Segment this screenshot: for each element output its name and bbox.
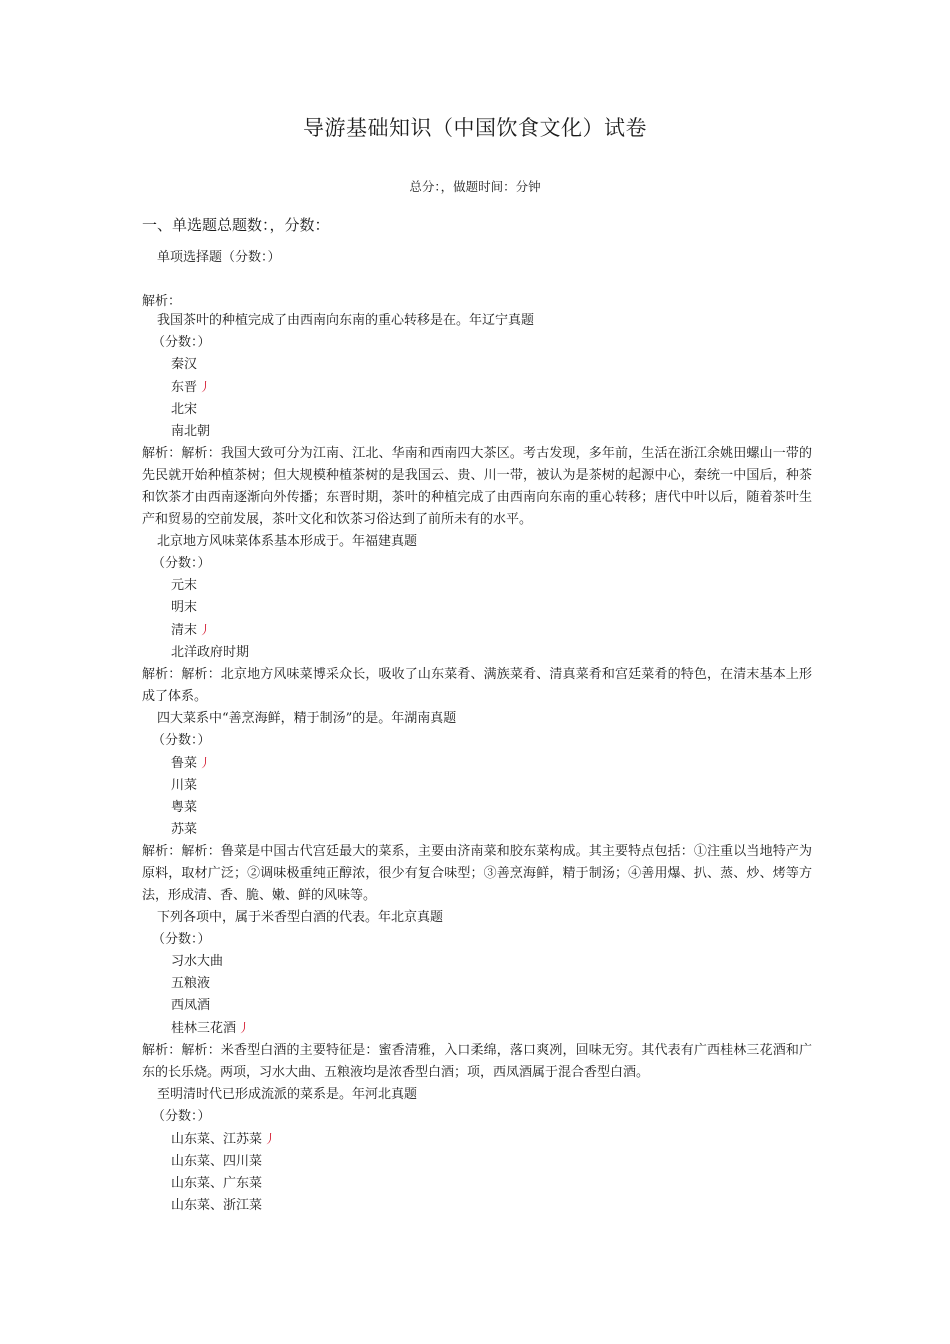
answer-option <box>142 973 812 995</box>
option-text: 山东菜、四川菜 <box>171 1154 263 1169</box>
answer-option <box>142 354 812 376</box>
option-text: 山东菜、浙江菜 <box>171 1198 263 1213</box>
option-text: 西凤酒 <box>171 998 211 1013</box>
option-text: 桂林三花酒 <box>171 1021 237 1036</box>
correct-mark-icon: 丿 <box>199 756 212 770</box>
answer-option <box>142 597 812 619</box>
option-text: 南北朝 <box>171 424 211 439</box>
question-score: （分数：） <box>152 932 211 947</box>
question-score: （分数：） <box>152 733 211 748</box>
question-stem: 四大菜系中“善烹海鲜，精于制汤”的是。年湖南真题 <box>157 711 457 726</box>
option-text: 五粮液 <box>171 976 211 991</box>
answer-option <box>142 642 812 664</box>
answer-option <box>142 575 812 597</box>
answer-option <box>142 1017 812 1040</box>
question-score: （分数：） <box>152 335 211 350</box>
answer-option <box>142 1128 812 1151</box>
question-list <box>142 310 812 1217</box>
answer-option <box>142 951 812 973</box>
option-text: 秦汉 <box>171 357 198 372</box>
option-text: 清末 <box>171 623 198 638</box>
answer-option <box>142 619 812 642</box>
option-text: 元末 <box>171 578 198 593</box>
answer-option <box>142 819 812 841</box>
section-subheading: 单项选择题（分数：） <box>157 250 281 265</box>
option-text: 川菜 <box>171 778 198 793</box>
option-text: 习水大曲 <box>171 954 224 969</box>
answer-option <box>142 421 812 443</box>
option-text: 明末 <box>171 600 198 615</box>
answer-option <box>142 376 812 399</box>
question-analysis: 解析：解析：米香型白酒的主要特征是：蜜香清雅，入口柔绵，落口爽冽，回味无穷。其代表有广西桂林三花酒和广东的长乐烧。两项，习水大曲、五粮液均是浓香型白酒；项，西凤酒属于混合香型白酒。 <box>142 1043 812 1080</box>
answer-option <box>142 1151 812 1173</box>
question-block <box>142 708 812 907</box>
answer-option <box>142 775 812 797</box>
answer-option <box>142 399 812 421</box>
option-text: 粤菜 <box>171 800 198 815</box>
exam-title: 导游基础知识（中国饮食文化）试卷 <box>303 116 647 140</box>
question-analysis: 解析：解析：鲁菜是中国古代宫廷最大的菜系，主要由济南菜和胶东菜构成。其主要特点包括：①注重以当地特产为原料，取材广泛；②调味极重纯正醇浓，很少有复合味型；③善烹海鲜，精于制汤；④善用爆、扒、蒸、炒、烤等方法，形成清、香、脆、嫩、鲜的风味等。 <box>142 844 812 903</box>
correct-mark-icon: 丿 <box>199 623 212 637</box>
section-analysis-label: 解析： <box>142 294 182 309</box>
question-analysis: 解析：解析：北京地方风味菜博采众长，吸收了山东菜肴、满族菜肴、清真菜肴和宫廷菜肴的特色，在清末基本上形成了体系。 <box>142 667 812 704</box>
question-stem: 至明清时代已形成流派的菜系是。年河北真题 <box>157 1087 418 1102</box>
answer-option <box>142 1173 812 1195</box>
question-block <box>142 907 812 1084</box>
answer-option <box>142 797 812 819</box>
answer-option <box>142 995 812 1017</box>
option-text: 北洋政府时期 <box>171 645 250 660</box>
option-text: 苏菜 <box>171 822 198 837</box>
question-analysis: 解析：解析：我国大致可分为江南、江北、华南和西南四大茶区。考古发现，多年前，生活在浙江余姚田螺山一带的先民就开始种植茶树；但大规模种植茶树的是我国云、贵、川一带，被认为是茶树的起源中心，秦统一中国后，种茶和饮茶才由西南逐渐向外传播；东晋时期，茶叶的种植完成了由西南向东南的重心转移；唐代中叶以后，随着茶叶生产和贸易的空前发展，茶叶文化和饮茶习俗达到了前所未有的水平。 <box>142 446 812 527</box>
option-text: 东晋 <box>171 380 198 395</box>
option-text: 鲁菜 <box>171 756 198 771</box>
question-block <box>142 1084 812 1217</box>
option-text: 北宋 <box>171 402 198 417</box>
answer-option <box>142 752 812 775</box>
question-score: （分数：） <box>152 1109 211 1124</box>
exam-meta: 总分：，做题时间：分钟 <box>409 179 541 194</box>
correct-mark-icon: 丿 <box>199 380 212 394</box>
question-stem: 我国茶叶的种植完成了由西南向东南的重心转移是在。年辽宁真题 <box>157 313 535 328</box>
correct-mark-icon: 丿 <box>238 1021 251 1035</box>
question-block <box>142 310 812 531</box>
answer-option <box>142 1195 812 1217</box>
question-score: （分数：） <box>152 556 211 571</box>
correct-mark-icon: 丿 <box>264 1132 277 1146</box>
section-heading: 一、单选题总题数：，分数： <box>142 216 330 234</box>
option-text: 山东菜、广东菜 <box>171 1176 263 1191</box>
question-block <box>142 531 812 708</box>
question-stem: 北京地方风味菜体系基本形成于。年福建真题 <box>157 534 418 549</box>
option-text: 山东菜、江苏菜 <box>171 1132 263 1147</box>
question-stem: 下列各项中，属于米香型白酒的代表。年北京真题 <box>157 910 444 925</box>
